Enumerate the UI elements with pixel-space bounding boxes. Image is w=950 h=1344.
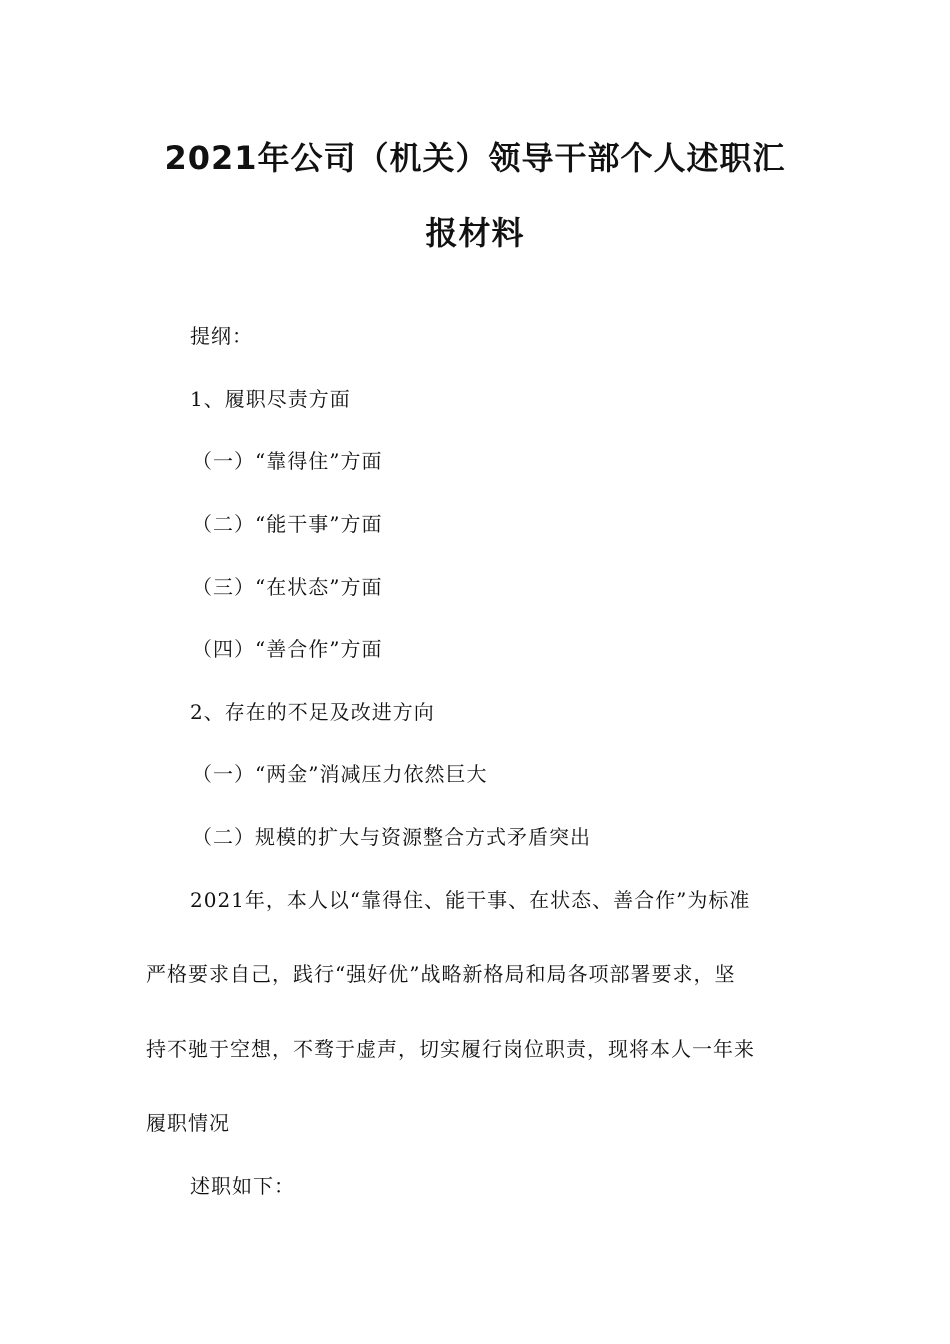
outline-item: （二）“能干事”方面 (192, 512, 383, 536)
outline-label: 提纲： (190, 324, 253, 348)
body-paragraph-line: 2021年，本人以“靠得住、能干事、在状态、善合作”为标准 (190, 888, 751, 912)
outline-item: （二）规模的扩大与资源整合方式矛盾突出 (192, 825, 591, 849)
outline-item: （一）“靠得住”方面 (192, 449, 383, 473)
closing-line: 述职如下： (190, 1174, 295, 1198)
body-paragraph-line: 履职情况 (146, 1111, 230, 1135)
outline-item: 2、存在的不足及改进方向 (190, 700, 435, 724)
outline-item: （四）“善合作”方面 (192, 637, 383, 661)
document-title-line-1: 2021年公司（机关）领导干部个人述职汇 (164, 139, 786, 177)
outline-item: （一）“两金”消减压力依然巨大 (192, 762, 488, 786)
body-paragraph-line: 严格要求自己，践行“强好优”战略新格局和局各项部署要求，坚 (146, 962, 736, 986)
outline-item: （三）“在状态”方面 (192, 575, 383, 599)
outline-item: 1、履职尽责方面 (190, 387, 351, 411)
body-paragraph-line: 持不驰于空想，不骛于虚声，切实履行岗位职责，现将本人一年来 (146, 1037, 755, 1061)
document-title-line-2: 报材料 (425, 214, 525, 252)
